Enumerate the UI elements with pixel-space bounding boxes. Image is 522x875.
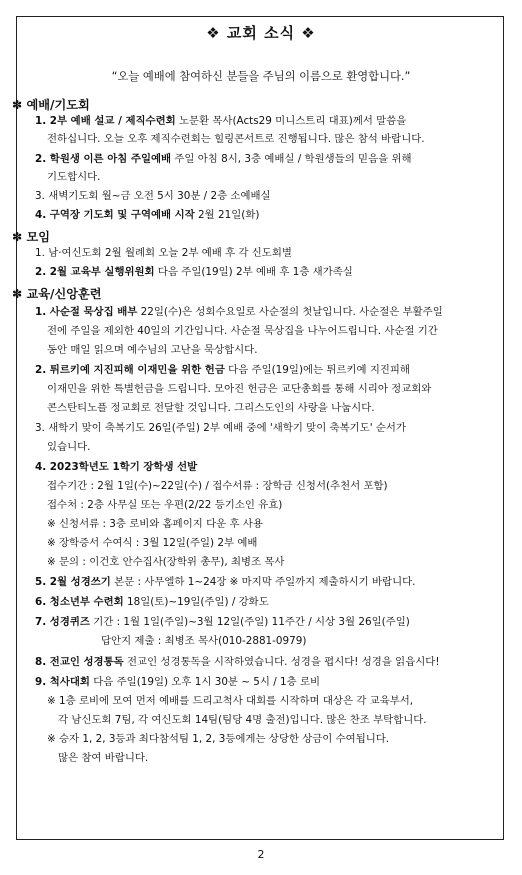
list-item-cont: 기도합시다.: [47, 171, 101, 183]
list-item-cont: ※ 장학증서 수여식 : 3월 12일(주일) 2부 예배: [47, 537, 258, 549]
section-heading-education: ✽ 교육/신앙훈련: [12, 287, 102, 301]
list-item: 2. 학원생 이른 아침 주일예배 주일 아침 8시, 3층 예배실 / 학원생들의 믿음을 위해: [35, 153, 412, 165]
list-item: 2. 튀르키예 지진피해 이재민을 위한 헌금 다음 주일(19일)에는 튀르키예 지진피해: [35, 364, 410, 376]
list-item-cont: 전에 주일을 제외한 40일의 기간입니다. 사순절 묵상집을 나누어드립니다. 사순절 기간: [47, 325, 438, 337]
list-item-cont: ※ 문의 : 이건호 안수집사(장학위 총무), 최병조 목사: [47, 556, 285, 568]
section-heading-meetings: ✽ 모임: [12, 230, 51, 244]
list-item-cont: 동안 매일 읽으며 예수님의 고난을 묵상합시다.: [47, 344, 258, 356]
list-item-cont: ※ 신청서류 : 3층 로비와 홈페이지 다운 후 사용: [47, 518, 263, 530]
list-item: 1. 사순절 묵상집 배부 22일(수)은 성회수요일로 사순절의 첫날입니다. 사순절은 부활주일: [35, 306, 443, 318]
list-item: 6. 청소년부 수련회 18일(토)~19일(주일) / 강화도: [35, 596, 269, 608]
list-item: 1. 2부 예배 설교 / 제직수련회 노문환 목사(Acts29 미니스트리 대표)께서 말씀을: [35, 115, 407, 127]
list-item: 9. 척사대회 다음 주일(19일) 오후 1시 30분 ~ 5시 / 1층 로비: [35, 676, 321, 688]
page-title: ❖ 교회 소식 ❖: [206, 24, 316, 42]
list-item-cont: 각 남신도회 7팀, 각 여신도회 14팀(팀당 4명 출전)입니다. 많은 찬조 부탁합니다.: [58, 714, 427, 726]
list-item-cont: 콘스탄티노플 정교회로 전달할 것입니다. 그리스도인의 사랑을 나눕시다.: [47, 402, 375, 414]
list-item: 4. 구역장 기도회 및 구역예배 시작 2월 21일(화): [35, 209, 260, 221]
list-item-cont: 전하십니다. 오늘 오후 제직수련회는 힐링콘서트로 진행됩니다. 많은 참석 바랍니다.: [47, 133, 425, 145]
list-item: 2. 2월 교육부 실행위원회 다음 주일(19일) 2부 예배 후 1층 새가족실: [35, 266, 353, 278]
list-item: 3. 새학기 맞이 축복기도 26일(주일) 2부 예배 중에 '새학기 맞이 축복기도' 순서가: [35, 422, 406, 434]
list-item-cont: 접수기간 : 2월 1일(수)~22일(수) / 접수서류 : 장학금 신청서(추천서 포함): [47, 480, 388, 492]
list-item: 8. 전교인 성경통독 전교인 성경통독을 시작하였습니다. 성경을 폅시다! 성경을 읽읍시다!: [35, 656, 440, 668]
list-item-cont: 있습니다.: [47, 441, 91, 453]
list-item: 3. 새벽기도회 월~금 오전 5시 30분 / 2층 소예배실: [35, 190, 271, 202]
page-number: 2: [257, 848, 265, 861]
list-item-cont: 많은 참여 바랍니다.: [58, 752, 149, 764]
list-item: 5. 2월 성경쓰기 본문 : 사무엘하 1~24장 ※ 마지막 주일까지 제출하시기 바랍니다.: [35, 576, 416, 588]
section-heading-worship: ✽ 예배/기도회: [12, 98, 90, 112]
list-item: 4. 2023학년도 1학기 장학생 선발: [35, 461, 198, 473]
list-item-cont: ※ 승자 1, 2, 3등과 최다참석팀 1, 2, 3등에게는 상당한 상금이 수여됩니다.: [47, 733, 390, 745]
list-item: 7. 성경퀴즈 기간 : 1월 1일(주일)~3월 12일(주일) 11주간 / 시상 3월 26일(주일): [35, 616, 410, 628]
list-item-cont: 접수처 : 2층 사무실 또는 우편(2/22 등기소인 유효): [47, 499, 283, 511]
welcome-message: “오늘 예배에 참여하신 분들을 주님의 이름으로 환영합니다.”: [111, 70, 411, 83]
list-item-cont: 답안지 제출 : 최병조 목사(010-2881-0979): [101, 635, 307, 647]
list-item-cont: ※ 1층 로비에 모여 먼저 예배를 드리고척사 대회를 시작하며 대상은 각 교육부서,: [47, 695, 414, 707]
list-item: 1. 남·여신도회 2월 월례회 오늘 2부 예배 후 각 신도회별: [35, 247, 292, 259]
list-item-cont: 이재민을 위한 특별헌금을 드립니다. 모아진 헌금은 교단총회를 통해 시리아 정교회와: [47, 383, 432, 395]
